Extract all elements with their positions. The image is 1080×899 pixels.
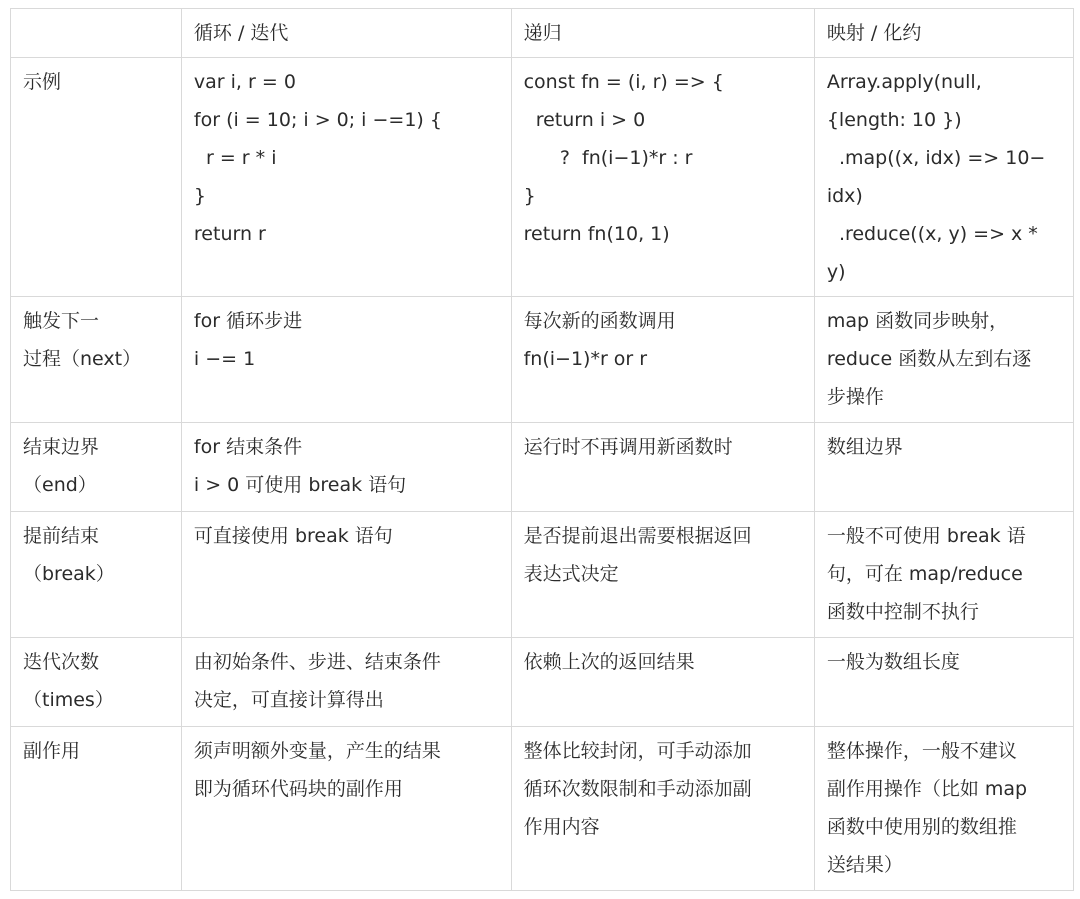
- row-label: 触发下一 过程（next）: [11, 297, 182, 423]
- cell-loop-iteration: 须声明额外变量，产生的结果 即为循环代码块的副作用: [181, 727, 511, 891]
- cell-loop-iteration: for 结束条件 i > 0 可使用 break 语句: [181, 423, 511, 512]
- cell-map-reduce: 一般为数组长度: [814, 638, 1073, 727]
- cell-recursion: 整体比较封闭，可手动添加 循环次数限制和手动添加副 作用内容: [511, 727, 814, 891]
- table-row-end: [11, 423, 1074, 512]
- cell-loop-iteration: 可直接使用 break 语句: [181, 512, 511, 638]
- header-recursion: 递归: [511, 9, 814, 58]
- cell-map-reduce: Array.apply(null, {length: 10 }) .map((x, idx) => 10− idx) .reduce((x, y) => x * y): [814, 58, 1073, 297]
- row-label: 提前结束 （break）: [11, 512, 182, 638]
- table-row-times: [11, 638, 1074, 727]
- table-row-example: [11, 58, 1074, 297]
- header-empty-cell: [11, 9, 182, 58]
- comparison-table: [10, 8, 1074, 891]
- row-label: 结束边界 （end）: [11, 423, 182, 512]
- row-label: 副作用: [11, 727, 182, 891]
- header-row: [11, 9, 1074, 58]
- table-row-side-effects: [11, 727, 1074, 891]
- header-map-reduce: 映射 / 化约: [814, 9, 1073, 58]
- cell-map-reduce: 数组边界: [814, 423, 1073, 512]
- cell-map-reduce: map 函数同步映射， reduce 函数从左到右逐 步操作: [814, 297, 1073, 423]
- cell-map-reduce: 一般不可使用 break 语 句，可在 map/reduce 函数中控制不执行: [814, 512, 1073, 638]
- table-row-next: [11, 297, 1074, 423]
- cell-recursion: 依赖上次的返回结果: [511, 638, 814, 727]
- table-row-break: [11, 512, 1074, 638]
- cell-loop-iteration: var i, r = 0 for (i = 10; i > 0; i −=1) { r = r * i } return r: [181, 58, 511, 297]
- cell-loop-iteration: 由初始条件、步进、结束条件 决定，可直接计算得出: [181, 638, 511, 727]
- cell-recursion: 是否提前退出需要根据返回 表达式决定: [511, 512, 814, 638]
- row-label: 示例: [11, 58, 182, 297]
- header-loop-iteration: 循环 / 迭代: [181, 9, 511, 58]
- cell-map-reduce: 整体操作，一般不建议 副作用操作（比如 map 函数中使用别的数组推 送结果）: [814, 727, 1073, 891]
- cell-loop-iteration: for 循环步进 i −= 1: [181, 297, 511, 423]
- cell-recursion: const fn = (i, r) => { return i > 0 ? fn(i−1)*r : r } return fn(10, 1): [511, 58, 814, 297]
- cell-recursion: 每次新的函数调用 fn(i−1)*r or r: [511, 297, 814, 423]
- cell-recursion: 运行时不再调用新函数时: [511, 423, 814, 512]
- comparison-table-container: [10, 8, 1074, 891]
- row-label: 迭代次数 （times）: [11, 638, 182, 727]
